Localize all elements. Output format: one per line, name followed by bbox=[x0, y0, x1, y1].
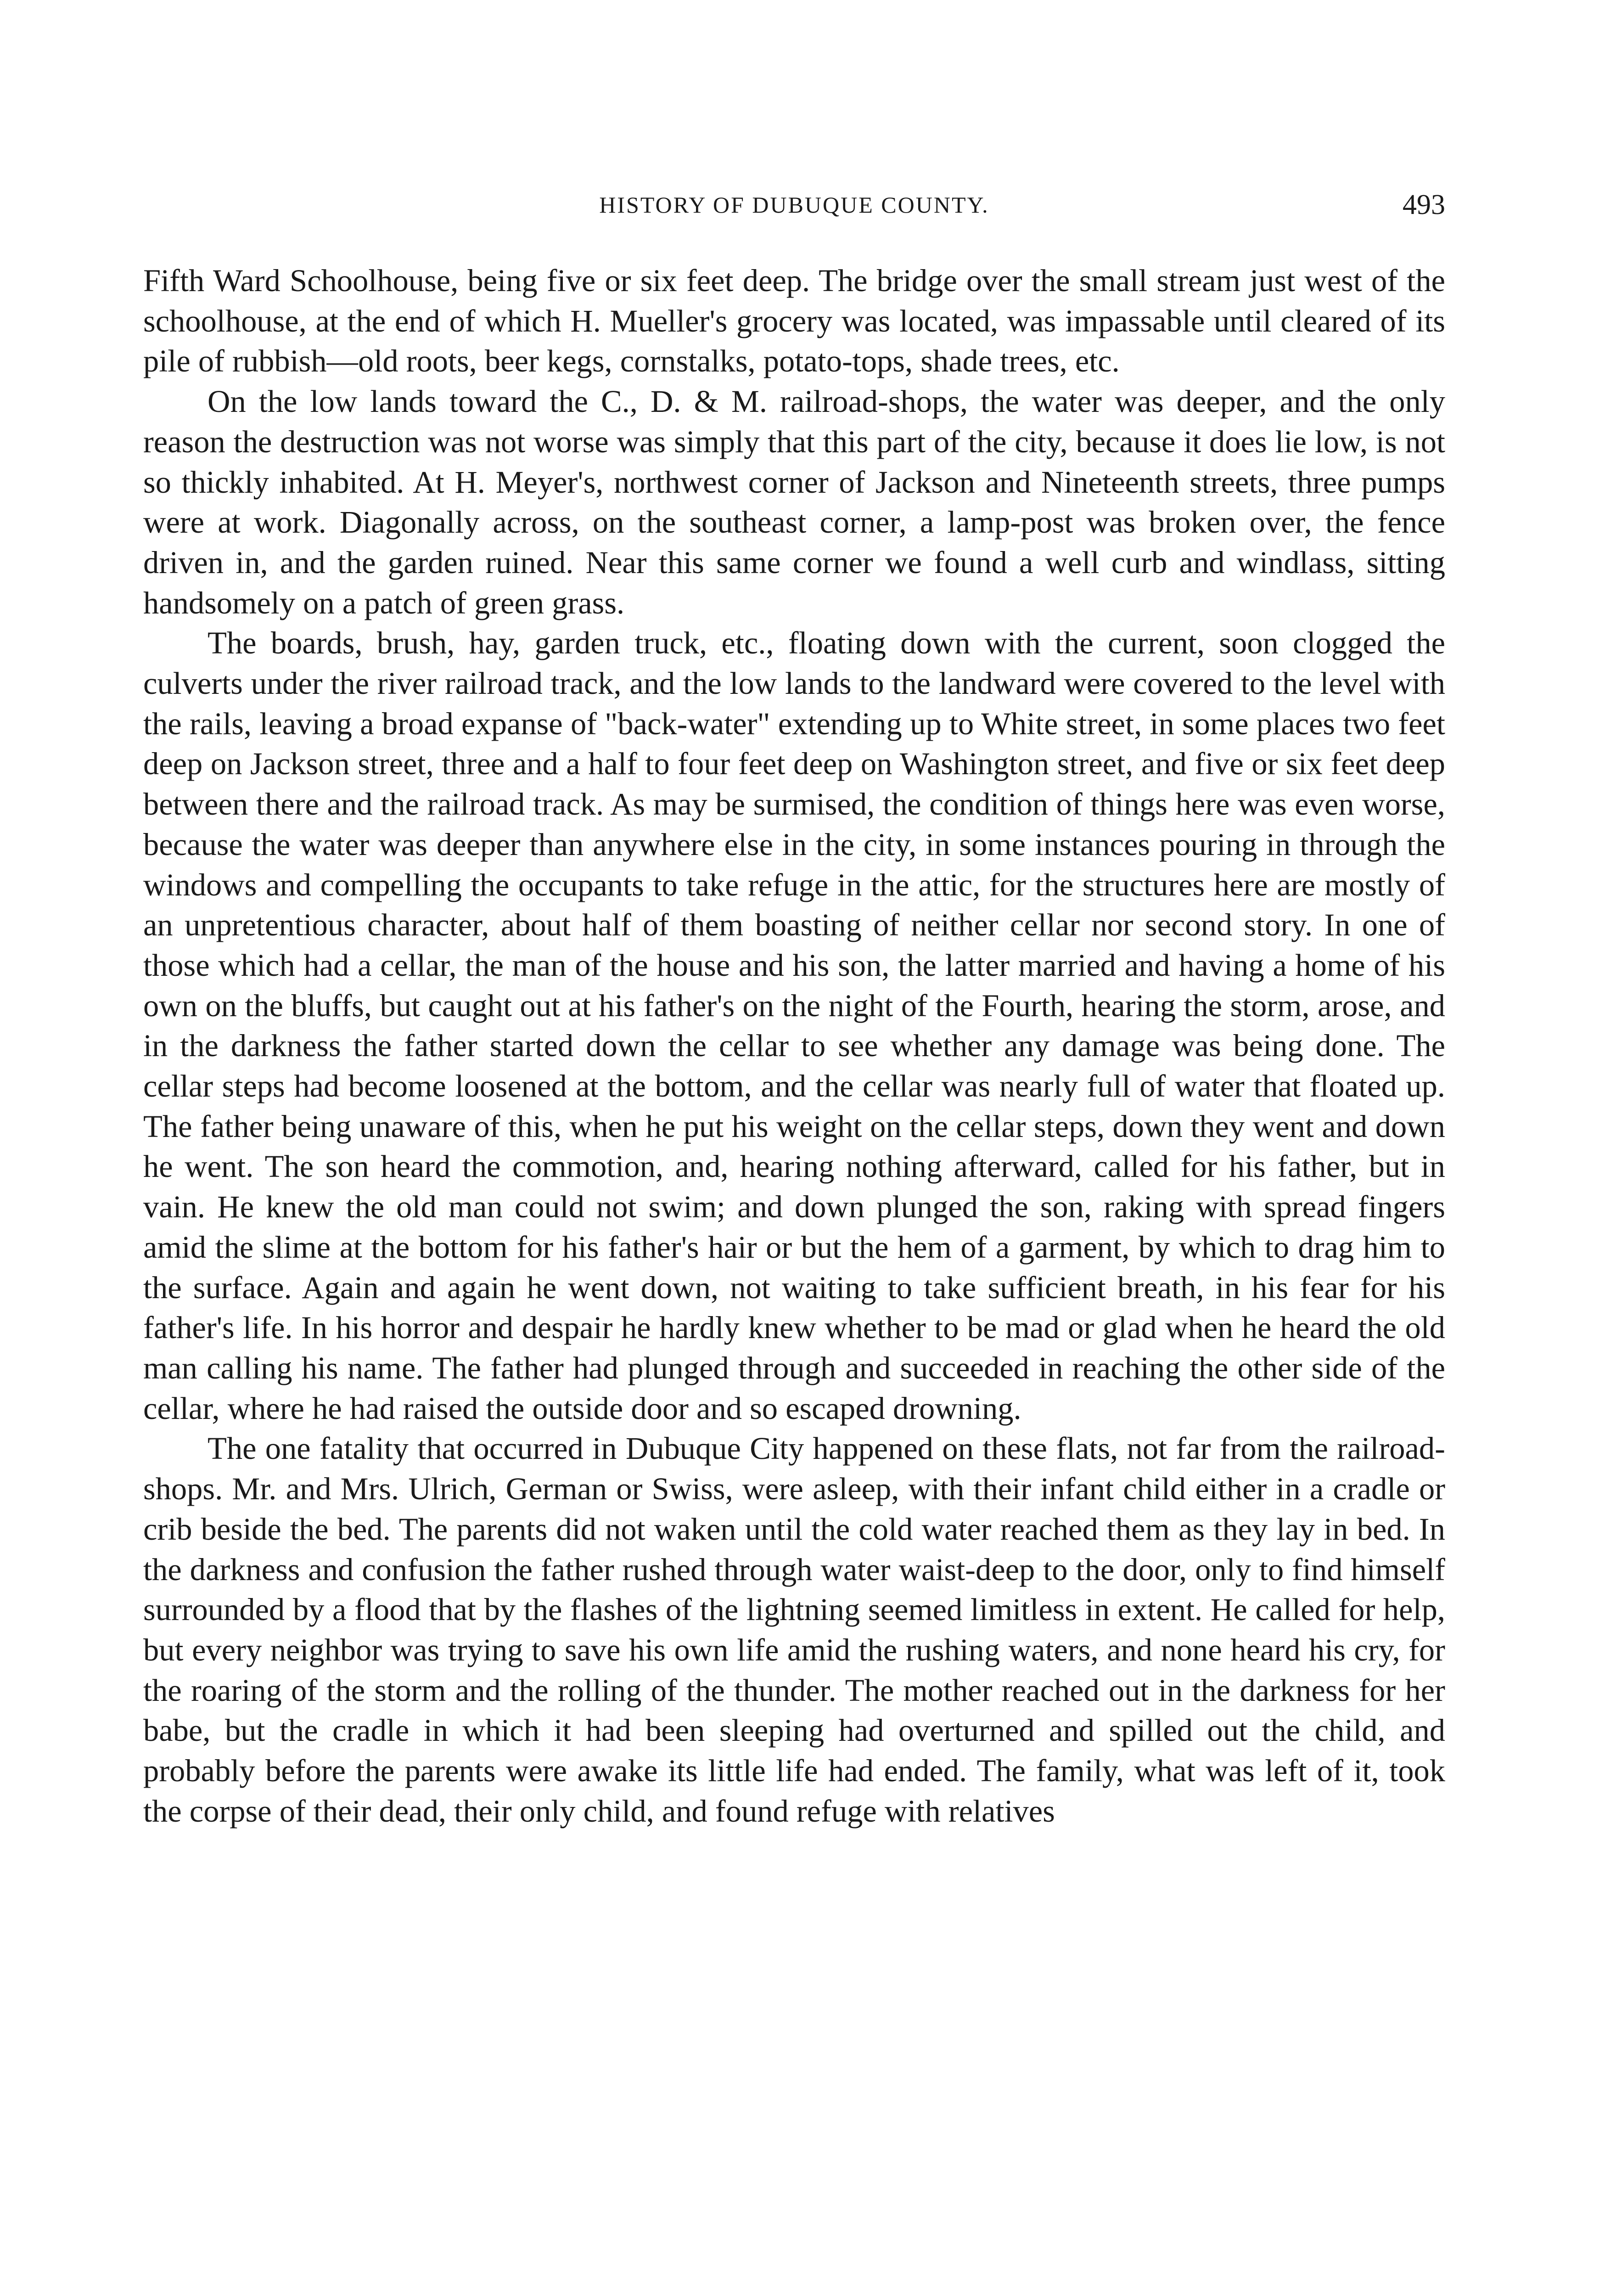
body-text bbox=[143, 261, 1445, 1831]
paragraph-2: On the low lands toward the C., D. & M. railroad-shops, the water was deeper, and the only reason the destruction was not worse was simply that this part of the city, because it does lie low, is not so thickly inhabited. At H. Meyer's, northwest corner of Jackson and Nineteenth streets, three pumps were at work. Diagonally across, on the southeast corner, a lamp-post was broken over, the fence driven in, and the garden ruined. Near this same corner we found a well curb and windlass, sitting handsomely on a patch of green grass. bbox=[143, 384, 1445, 620]
page-number: 493 bbox=[1403, 189, 1445, 220]
paragraph-4: The one fatality that occurred in Dubuque City happened on these flats, not far from the railroad-shops. Mr. and Mrs. Ulrich, German or Swiss, were asleep, with their infant child either in a cradle or crib beside the bed. The parents did not waken until the cold water reached them as they lay in bed. In the darkness and confusion the father rushed through water waist-deep to the door, only to find himself surrounded by a flood that by the flashes of the lightning seemed limitless in extent. He called for help, but every neighbor was trying to save his own life amid the rushing waters, and none heard his cry, for the roaring of the storm and the rolling of the thunder. The mother reached out in the darkness for her babe, but the cradle in which it had been sleeping had overturned and spilled out the child, and probably before the parents were awake its little life had ended. The family, what was left of it, took the corpse of their dead, their only child, and found refuge with relatives bbox=[143, 1431, 1445, 1829]
paragraph-1: Fifth Ward Schoolhouse, being five or six feet deep. The bridge over the small stream just west of the schoolhouse, at the end of which H. Mueller's grocery was located, was impassable until cleared of its pile of rubbish—old roots, beer kegs, cornstalks, potato-tops, shade trees, etc. bbox=[143, 263, 1445, 379]
running-head bbox=[143, 186, 1445, 223]
paragraph-3: The boards, brush, hay, garden truck, etc., floating down with the current, soon clogged the culverts under the river railroad track, and the low lands to the landward were covered to the level with the rails, leaving a broad expanse of "back-water" extending up to White street, in some places two feet deep on Jackson street, three and a half to four feet deep on Washington street, and five or six feet deep between there and the railroad track. As may be surmised, the condition of things here was even worse, because the water was deeper than anywhere else in the city, in some instances pouring in through the windows and compelling the occupants to take refuge in the attic, for the structures here are mostly of an unpretentious character, about half of them boasting of neither cellar nor second story. In one of those which had a cellar, the man of the house and his son, the latter married and having a home of his own on the bluffs, but caught out at his father's on the night of the Fourth, hearing the storm, arose, and in the darkness the father started down the cellar to see whether any damage was being done. The cellar steps had become loosened at the bottom, and the cellar was nearly full of water that floated up. The father being unaware of this, when he put his weight on the cellar steps, down they went and down he went. The son heard the commotion, and, hearing nothing afterward, called for his father, but in vain. He knew the old man could not swim; and down plunged the son, raking with spread fingers amid the slime at the bottom for his father's hair or but the hem of a garment, by which to drag him to the surface. Again and again he went down, not waiting to take sufficient breath, in his fear for his father's life. In his horror and despair he hardly knew whether to be mad or glad when he heard the old man calling his name. The father had plunged through and succeeded in reaching the other side of the cellar, where he had raised the outside door and so escaped drowning. bbox=[143, 625, 1445, 1426]
running-title: HISTORY OF DUBUQUE COUNTY. bbox=[599, 192, 989, 218]
